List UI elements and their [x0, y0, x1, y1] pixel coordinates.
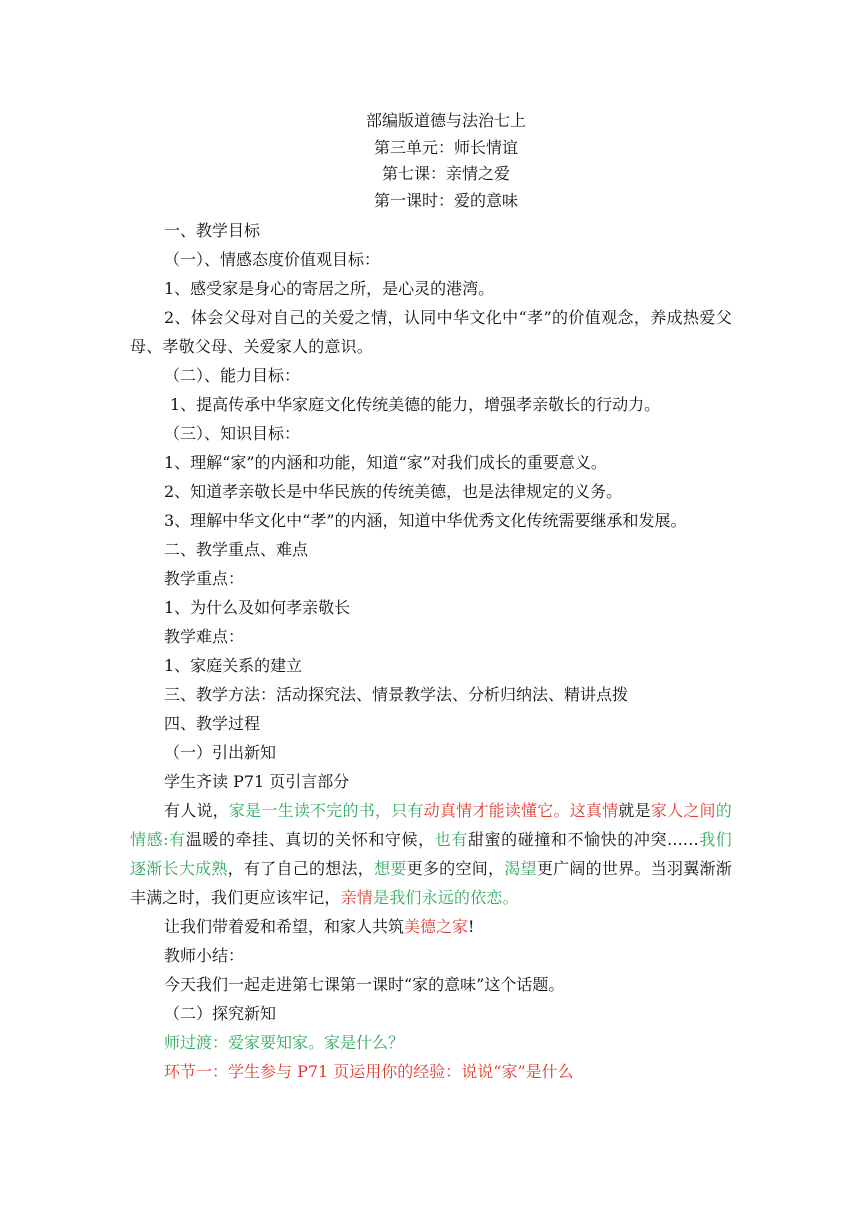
difficulty-label: 教学难点： [164, 627, 245, 646]
intro-segment: 温暖的牵挂、真切的关怀和守候， [185, 830, 435, 849]
together-end: ! [468, 917, 475, 936]
intro-segment: 亲情 [340, 888, 374, 907]
intro-segment: 我们逐渐长大成熟 [130, 830, 732, 878]
intro-segment: 家是一生读不完的书，只有 [228, 801, 424, 820]
together-highlight: 美德之家 [404, 917, 469, 936]
intro-segment: 甜蜜的碰撞和不愉快的冲突...... [467, 830, 699, 849]
section-4-sub-2: （二）探究新知 [164, 1004, 277, 1023]
intro-segment: 这真情 [569, 801, 619, 820]
intro-segment: 就是 [618, 801, 651, 820]
summary-label: 教师小结： [164, 946, 245, 965]
key-point-1: 1、为什么及如何孝亲敬长 [164, 598, 351, 617]
doc-title-line-4: 第一课时：爱的意味 [373, 190, 518, 210]
transition-text: 师过渡：爱家要知家。家是什么？ [164, 1033, 405, 1052]
intro-segment: 更广阔的世界。当羽翼渐渐丰满之时，我们更应该牢记， [130, 859, 733, 907]
section-1-sub-3: （三）、知识目标： [164, 424, 301, 443]
intro-segment: 渴望 [504, 859, 537, 878]
intro-segment: 是我们永远的依恋。 [373, 888, 519, 907]
intro-segment: 有人说， [164, 801, 229, 820]
goal-2: 2、体会父母对自己的关爱之情，认同中华文化中“孝”的价值观念，养成热爱父母、孝敬父母、关爱家人的意识。 [130, 308, 732, 356]
intro-paragraph [130, 796, 732, 912]
section-1-sub-1: （一）、情感态度价值观目标： [164, 250, 381, 269]
knowledge-3: 3、理解中华文化中“孝”的内涵，知道中华优秀文化传统需要继承和发展。 [164, 511, 687, 530]
section-3-title: 三、教学方法：活动探究法、情景教学法、分析归纳法、精讲点拨 [164, 685, 629, 704]
intro-segment: ，有了自己的想法， [227, 859, 375, 878]
key-point-label: 教学重点： [164, 569, 245, 588]
read-instruction: 学生齐读 P71 页引言部分 [164, 772, 350, 791]
intro-segment: 家人之间 [650, 801, 716, 820]
ability-1: 1、提高传承中华家庭文化传统美德的能力，增强孝亲敬长的行动力。 [170, 395, 661, 414]
section-4-title: 四、教学过程 [164, 714, 261, 733]
together-text: 让我们带着爱和希望，和家人共筑 [164, 917, 405, 936]
difficulty-1: 1、家庭关系的建立 [164, 656, 303, 675]
summary-text: 今天我们一起走进第七课第一课时“家的意味”这个话题。 [164, 975, 565, 994]
section-2-title: 二、教学重点、难点 [164, 540, 309, 559]
goal-1: 1、感受家是身心的寄居之所，是心灵的港湾。 [164, 279, 495, 298]
section-1-title: 一、教学目标 [164, 221, 261, 240]
doc-title-line-1: 部编版道德与法治七上 [365, 111, 526, 130]
doc-title-line-3: 第七课：亲情之爱 [381, 164, 510, 183]
knowledge-1: 1、理解“家”的内涵和功能，知道“家”对我们成长的重要意义。 [164, 453, 607, 472]
intro-segment: 想要 [374, 859, 407, 878]
intro-segment: 也有 [434, 830, 468, 849]
knowledge-2: 2、知道孝亲敬长是中华民族的传统美德，也是法律规定的义务。 [164, 482, 623, 501]
together-line [130, 912, 732, 941]
intro-segment: 动真情才能读懂它。 [423, 801, 570, 820]
section-4-sub-1: （一）引出新知 [164, 743, 277, 762]
doc-title-line-2: 第三单元：师长情谊 [373, 137, 518, 157]
step-1-text: 环节一：学生参与 P71 页运用你的经验：说说“家”是什么 [164, 1062, 574, 1081]
intro-segment: 更多的空间， [406, 859, 505, 878]
intro-segment: 的情感:有 [130, 801, 732, 849]
section-1-sub-2: （二）、能力目标： [164, 366, 301, 385]
